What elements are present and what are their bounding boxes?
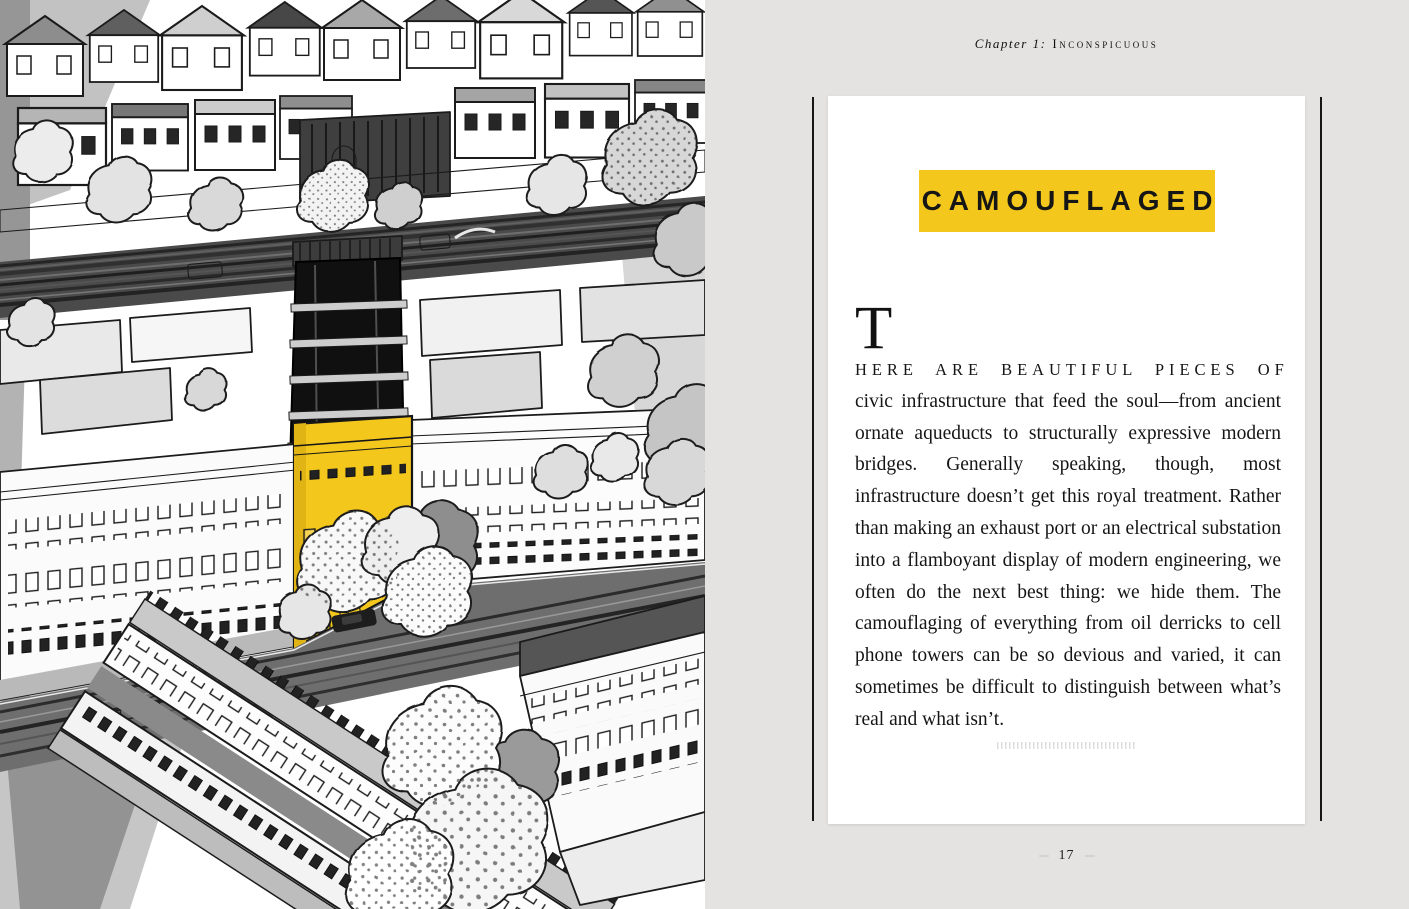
dropcap: T — [855, 295, 893, 362]
page-number: 17 — [1058, 848, 1075, 863]
tick-ornament — [997, 742, 1137, 749]
folio-dash-left — [1039, 855, 1049, 857]
body-run: civic infrastructure that feed the soul—from ancient ornate aqueducts to structurally expressive modern bridges. Generally speaking, though, most infrastructure doesn’t get this royal treatment. Rather than making an exhaust port or an electrical substation into a flamboyant display of modern engineering, we often do the next best thing: we hide them. The camouflaging of everything from oil derricks to cell phone towers can be so devious and varied, it can sometimes be difficult to distinguish between what’s real and what isn’t. — [855, 390, 1281, 730]
chapter-header — [828, 36, 1305, 52]
right-vertical-rule — [1320, 97, 1322, 821]
text-card — [828, 96, 1305, 824]
left-vertical-rule — [812, 97, 814, 821]
chapter-number: Chapter 1: — [974, 36, 1047, 51]
body-paragraph — [855, 295, 1289, 736]
section-title-box — [919, 170, 1220, 232]
section-title: CAMOUFLAGED — [921, 185, 1220, 216]
text-page — [705, 0, 1409, 909]
folio-dash-right — [1085, 855, 1095, 857]
page-number-row — [828, 848, 1305, 864]
chapter-title: Inconspicuous — [1052, 36, 1159, 51]
lead-caps: HERE ARE BEAUTIFUL PIECES OF — [855, 360, 1289, 379]
